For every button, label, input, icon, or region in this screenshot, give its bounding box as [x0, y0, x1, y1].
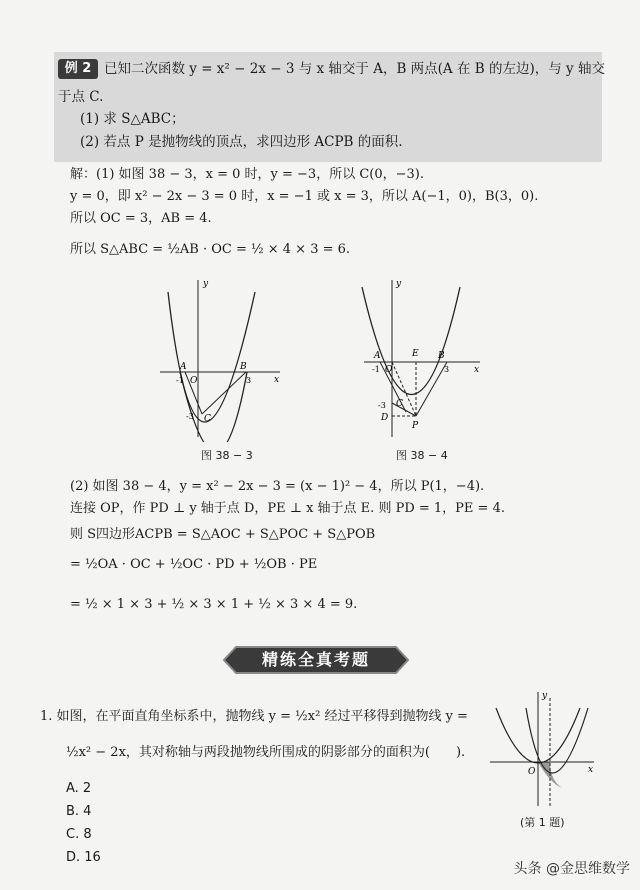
label-O: O	[190, 376, 198, 386]
label-minus1: -1	[176, 376, 184, 385]
question1-caption: (第 1 题)	[520, 816, 565, 829]
label-minus3: -3	[186, 412, 194, 421]
question-part1: (1) 求 S△ABC；	[80, 111, 185, 127]
option-b: B. 4	[66, 804, 92, 819]
question1-figure	[488, 688, 600, 810]
solution-line4: 所以 S△ABC = ½AB · OC = ½ × 4 × 3 = 6.	[70, 242, 351, 257]
question-part2: (2) 若点 P 是抛物线的顶点，求四边形 ACPB 的面积.	[80, 134, 403, 150]
option-d: D. 16	[66, 850, 101, 865]
part2-line5: = ½ × 1 × 3 + ½ × 3 × 1 + ½ × 3 × 4 = 9.	[70, 597, 358, 612]
part2-line1: (2) 如图 38 − 4，y = x² − 2x − 3 = (x − 1)² − 4，所以 P(1，−4).	[70, 479, 485, 494]
label-A-2: A	[374, 351, 381, 361]
solution-line3: 所以 OC = 3，AB = 4.	[70, 211, 212, 226]
question1-line2: ½x² − 2x，其对称轴与两段抛物线所围成的阴影部分的面积为( ).	[66, 745, 466, 760]
solution-line1: 解：(1) 如图 38 − 3，x = 0 时，y = −3，所以 C(0，−3).	[70, 167, 424, 182]
q1-label-O: O	[528, 767, 536, 777]
option-a: A. 2	[66, 781, 92, 796]
watermark: 头条 @金思维数学	[513, 861, 630, 877]
label-B: B	[240, 362, 247, 372]
example-line1: 已知二次函数 y = x² − 2x − 3 与 x 轴交于 A，B 两点(A 在 B 的左边)，与 y 轴交	[104, 61, 605, 77]
option-c: C. 8	[66, 827, 92, 842]
section-banner	[222, 645, 410, 675]
label-O-2: O	[385, 365, 393, 375]
label-E: E	[412, 349, 419, 359]
label-x-2: x	[474, 365, 480, 375]
label-P: P	[412, 421, 419, 431]
label-3: 3	[246, 376, 252, 385]
label-minus3-2: -3	[378, 401, 386, 410]
label-x: x	[274, 375, 280, 385]
part2-line3: 则 S四边形ACPB = S△AOC + S△POC + S△POB	[70, 527, 376, 542]
figure-38-3-caption: 图 38 − 3	[201, 449, 253, 462]
label-D: D	[381, 413, 389, 423]
label-y: y	[203, 279, 209, 289]
q1-label-y: y	[542, 691, 548, 701]
figure-38-4-caption: 图 38 − 4	[396, 449, 448, 462]
label-A: A	[180, 362, 187, 372]
label-B-2: B	[438, 351, 445, 361]
label-y-2: y	[396, 279, 402, 289]
example-badge: 例 2	[58, 59, 98, 79]
banner-text: 精练全真考题	[261, 650, 370, 669]
label-minus1-2: -1	[372, 365, 380, 374]
label-C-2: C	[396, 399, 403, 409]
q1-label-x: x	[588, 765, 594, 775]
figure-38-4	[356, 272, 486, 442]
example-line2: 于点 C.	[58, 89, 104, 105]
figure-38-3	[150, 272, 290, 442]
label-C: C	[204, 414, 211, 424]
part2-line2: 连接 OP，作 PD ⊥ y 轴于点 D，PE ⊥ x 轴于点 E. 则 PD = 1，PE = 4.	[70, 501, 505, 516]
solution-line2: y = 0，即 x² − 2x − 3 = 0 时，x = −1 或 x = 3，所以 A(−1，0)，B(3，0).	[70, 189, 539, 204]
part2-line4: = ½OA · OC + ½OC · PD + ½OB · PE	[70, 557, 318, 572]
label-3-2: 3	[444, 365, 450, 374]
question1-line1: 1. 如图，在平面直角坐标系中，抛物线 y = ½x² 经过平移得到抛物线 y =	[40, 709, 468, 724]
